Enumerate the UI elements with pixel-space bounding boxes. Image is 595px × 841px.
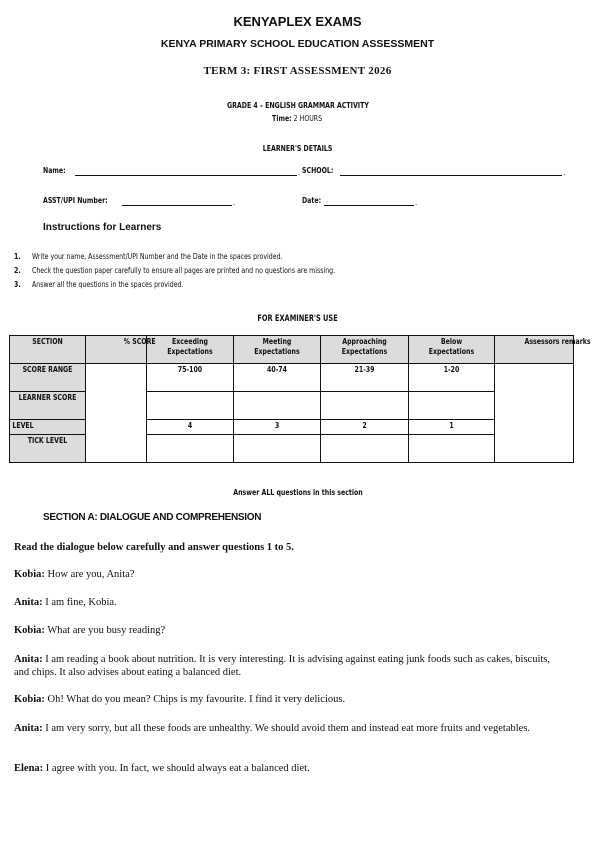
dialogue-line bbox=[14, 694, 574, 705]
exam-title: KENYAPLEX EXAMS bbox=[233, 14, 362, 29]
date-label: Date: bbox=[302, 196, 322, 205]
header-cell: Exceeding Expectations bbox=[147, 336, 234, 364]
table-row bbox=[10, 364, 574, 392]
learner-score-cell[interactable] bbox=[234, 392, 321, 420]
range-cell: 1-20 bbox=[409, 364, 495, 392]
section-title: SECTION A: DIALOGUE AND COMPREHENSION bbox=[43, 512, 262, 523]
asst-label: ASST/UPI Number: bbox=[43, 196, 108, 205]
header-cell: Assessors remarks bbox=[495, 336, 574, 364]
header-cell: Below Expectations bbox=[409, 336, 495, 364]
instruction-num: 2. bbox=[14, 266, 21, 275]
learner-score-cell[interactable] bbox=[147, 392, 234, 420]
speaker: Kobia: bbox=[14, 694, 45, 705]
asst-dot: . bbox=[233, 198, 236, 207]
instruction-text: Write your name, Assessment/UPI Number and the Date in the spaces provided. bbox=[32, 252, 283, 261]
speaker: Kobia: bbox=[14, 569, 45, 580]
row-label: LEARNER SCORE bbox=[10, 392, 86, 420]
school-label: SCHOOL: bbox=[302, 166, 334, 175]
learner-details-heading bbox=[0, 138, 595, 156]
level-cell: 4 bbox=[147, 420, 234, 435]
name-field[interactable] bbox=[75, 166, 297, 176]
learner-score-cell[interactable] bbox=[321, 392, 409, 420]
dialogue-line bbox=[14, 569, 574, 580]
dialogue-line bbox=[14, 763, 574, 774]
speaker: Anita: bbox=[14, 597, 43, 608]
examiner-table bbox=[9, 335, 591, 463]
row-label: TICK LEVEL bbox=[10, 435, 86, 463]
date-field[interactable] bbox=[324, 196, 414, 206]
name-dot: . bbox=[298, 168, 301, 177]
dialogue-text: I am fine, Kobia. bbox=[45, 597, 117, 608]
exam-subtitle: KENYA PRIMARY SCHOOL EDUCATION ASSESSMENT bbox=[160, 38, 435, 50]
instructions-heading: Instructions for Learners bbox=[43, 222, 162, 233]
time-value: 2 HOURS bbox=[294, 114, 323, 123]
time-line bbox=[0, 108, 595, 126]
examiner-heading bbox=[0, 308, 595, 326]
answer-all-text: Answer ALL questions in this section bbox=[232, 488, 363, 497]
answer-all-line bbox=[0, 482, 595, 500]
dialogue-text: I agree with you. In fact, we should always eat a balanced diet. bbox=[45, 763, 310, 774]
header-cell: Meeting Expectations bbox=[234, 336, 321, 364]
speaker: Anita: bbox=[14, 654, 43, 665]
tick-cell[interactable] bbox=[147, 435, 234, 463]
row-label: SCORE RANGE bbox=[10, 364, 86, 392]
term-heading: TERM 3: FIRST ASSESSMENT 2026 bbox=[203, 65, 392, 77]
grade-text: GRADE 4 – ENGLISH GRAMMAR ACTIVITY bbox=[226, 101, 369, 110]
date-dot: . bbox=[415, 198, 418, 207]
score-cell[interactable] bbox=[86, 364, 147, 463]
row-label: LEVEL bbox=[10, 420, 86, 435]
school-dot: . bbox=[563, 168, 566, 177]
dialogue-text: I am very sorry, but all these foods are unhealthy. We should avoid them and instead eat more fruits and vegetables. bbox=[45, 723, 531, 734]
examiner-heading-text: FOR EXAMINER'S USE bbox=[257, 314, 338, 324]
range-cell: 40-74 bbox=[234, 364, 321, 392]
level-cell: 1 bbox=[409, 420, 495, 435]
dialogue-line bbox=[14, 597, 574, 608]
learner-score-cell[interactable] bbox=[409, 392, 495, 420]
dialogue-text: What are you busy reading? bbox=[47, 625, 166, 636]
dialogue-line bbox=[14, 722, 559, 735]
tick-cell[interactable] bbox=[234, 435, 321, 463]
range-cell: 21-39 bbox=[321, 364, 409, 392]
level-cell: 3 bbox=[234, 420, 321, 435]
dialogue-line bbox=[14, 625, 574, 636]
dialogue-line bbox=[14, 653, 559, 679]
instruction-text: Answer all the questions in the spaces provided. bbox=[32, 280, 184, 289]
section-prompt: Read the dialogue below carefully and answer questions 1 to 5. bbox=[14, 542, 294, 553]
learner-details-text: LEARNER'S DETAILS bbox=[262, 144, 333, 153]
time-wrap bbox=[272, 114, 322, 123]
header-cell: % SCORE bbox=[86, 336, 147, 364]
instruction-num: 1. bbox=[14, 252, 21, 261]
asst-field[interactable] bbox=[122, 196, 232, 206]
remarks-cell[interactable] bbox=[495, 364, 574, 463]
tick-cell[interactable] bbox=[321, 435, 409, 463]
level-cell: 2 bbox=[321, 420, 409, 435]
name-label: Name: bbox=[43, 166, 66, 175]
header-cell: Approaching Expectations bbox=[321, 336, 409, 364]
table-header-row bbox=[10, 336, 574, 364]
header-cell: SECTION bbox=[10, 336, 86, 364]
dialogue-text: Oh! What do you mean? Chips is my favourite. I find it very delicious. bbox=[47, 694, 346, 705]
instruction-text: Check the question paper carefully to ensure all pages are printed and no questions are missing. bbox=[32, 266, 336, 275]
speaker: Anita: bbox=[14, 723, 43, 734]
dialogue-text: I am reading a book about nutrition. It is very interesting. It is advising against eating junk foods such as cakes, biscuits, and chips. It also advises about eating a balanced diet. bbox=[14, 654, 550, 678]
dialogue-text: How are you, Anita? bbox=[47, 569, 135, 580]
time-label: Time: bbox=[272, 114, 293, 123]
speaker: Kobia: bbox=[14, 625, 45, 636]
speaker: Elena: bbox=[14, 763, 44, 774]
school-field[interactable] bbox=[340, 166, 562, 176]
range-cell: 75-100 bbox=[147, 364, 234, 392]
tick-cell[interactable] bbox=[409, 435, 495, 463]
instruction-num: 3. bbox=[14, 280, 21, 289]
